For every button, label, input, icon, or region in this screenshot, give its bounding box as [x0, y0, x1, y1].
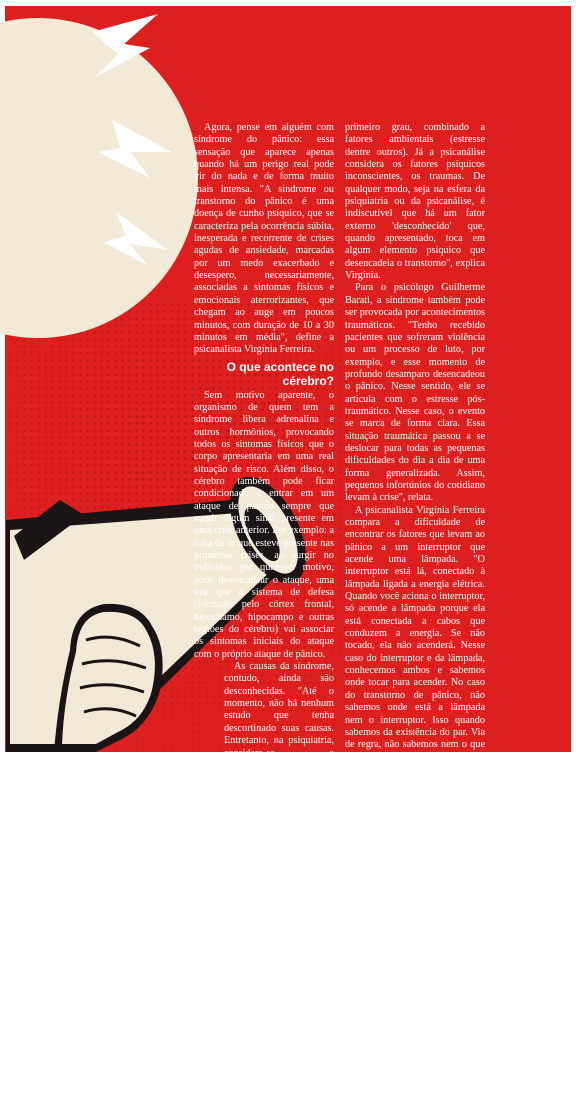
section-heading: O que acontece no cérebro?	[226, 359, 334, 388]
article-column-left	[194, 122, 334, 1101]
article-paragraph: primeiro grau, combinado a fatores ambientais (estresse dentre outros). Já a psicanálise considera os fatores psíquicos inconscientes, os traumas. De qualquer modo, seja na esfera da psiquiatria ou da psicanálise, é indiscutível que há um fator externo 'desconhecido' que, quando apresentado, toca em algum elemento psíquico que desencadeia o transtorno", explica Virgínia.	[345, 122, 485, 282]
article-paragraph: Sem motivo aparente, o organismo de quem tem a síndrome libera adrenalina e outros hormônios, provocando todos os sintomas físicos que o corpo apresentaria em uma real situação de risco. Além disso, o cérebro também pode ficar condicionado a entrar em um ataque de pânico sempre que surgir algum sinal presente em uma crise anterior. Por exemplo: a falta de ar que esteve presente nas primeiras crises, ao surgir no indivíduo por qualquer motivo, pode desencadear o ataque, uma vez que o sistema de defesa (formado pelo córtex frontal, hipotálamo, hipocampo e outras regiões do cérebro) vai associar os sintomas iniciais do ataque com o próprio ataque de pânico.	[194, 389, 334, 660]
sun-disc-icon	[0, 18, 198, 338]
article-paragraph: As causas da síndrome, contudo, ainda são desconhecidas. "Até o momento, não há nenhum estudo que tenha descortinado suas causas. Entretanto, na psiquiatria, considera-se a possibilidade de fatores hereditários em familiares de	[224, 661, 334, 796]
article-paragraph: Agora, pense em alguém com síndrome do pânico: essa sensação que aparece apenas quando há um perigo real pode vir do nada e de forma muito mais intensa. "A síndrome ou transtorno do pânico é uma doença de cunho psíquico, que se caracteriza pela ocorrência súbita, inesperada e recorrente de crises agudas de ansiedade, marcadas por um medo exacerbado e desespero, necessariamente, associadas a sintomas físicos e emocionais aterrorizantes, que chegam ao auge em poucos minutos, com duração de 10 a 30 minutos em média", define a psicanalista Virgínia Ferreira.	[194, 122, 334, 356]
article-paragraph: Para o psicólogo Guilherme Barati, a síndrome também pode ser provocada por acontecimentos traumáticos. "Tenho recebido pacientes que sofreram violência ou um processo de luto, por exemplo, e esse momento de profundo desamparo desencadeou o pânico. Nesse sentido, ele se articula com o estresse pós-traumático. Nesse caso, o evento se marca de forma clara. Essa situação traumática passou a se deslocar para todas as pequenas dificuldades do dia a dia de uma forma generalizada. Assim, pequenos infortúnios do cotidiano levam à crise", relata.	[345, 282, 485, 504]
article-paragraph: A psicanalista Virgínia Ferreira compara a dificuldade de encontrar os fatores que levam ao pânico a um interruptor que acende uma lâmpada. "O interruptor está lá, conectado à lâmpada ligada a energia elétrica. Quando você aciona o interruptor, só acende a lâmpada porque ela está conectada a cabos que conduzem a energia. Se não tocado, ela não acenderá. Nesse caso do interruptor e da lâmpada, conhecemos ambos e sabemos onde tocar para acender. No caso do transtorno de pânico, não sabemos onde está a lâmpada nem o interruptor. Isso quando sabemos da existência do par. Via de regra, não sabemos nem o que desencadeia, nem no que toca. Isso mostra o quanto conhecemos quase nada ou muito pouco e o quanto somos vítimas ingênuas de nosso desconhecimento acerca de nós mesmos".	[345, 504, 485, 825]
article-column-right	[345, 122, 485, 826]
